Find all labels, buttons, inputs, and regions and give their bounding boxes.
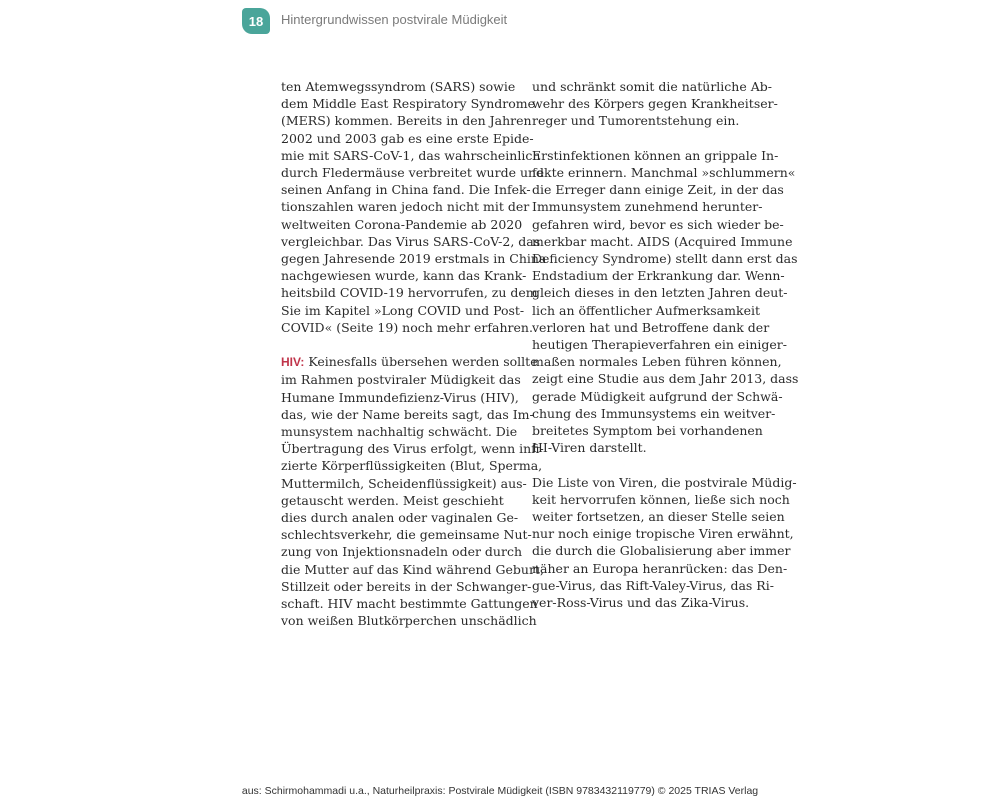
- text-line: dem Middle East Respiratory Syndrome: [281, 96, 536, 112]
- text-line: HI-Viren darstellt.: [532, 440, 647, 456]
- text-line: breitetes Symptom bei vorhandenen: [532, 423, 763, 439]
- text-line: das, wie der Name bereits sagt, das Im-: [281, 406, 534, 422]
- text-line: ten Atemwegssyndrom (SARS) sowie: [281, 79, 516, 94]
- text-line: gerade Müdigkeit aufgrund der Schwä-: [532, 388, 783, 404]
- text-line: keit hervorrufen können, ließe sich noch: [532, 491, 790, 507]
- text-line: reger und Tumorentstehung ein.: [532, 113, 740, 129]
- text-line: vergleichbar. Das Virus SARS-CoV-2, das: [281, 233, 541, 249]
- text-line: schaft. HIV macht bestimmte Gattungen: [281, 596, 538, 612]
- running-title: Hintergrundwissen postvirale Müdigkeit: [281, 12, 508, 27]
- text-line: nachgewiesen wurde, kann das Krank-: [281, 268, 527, 284]
- paragraph-immune-defense: [532, 78, 778, 130]
- source-citation: aus: Schirmohammadi u.a., Naturheilpraxis: Postvirale Müdigkeit (ISBN 9783432119779) © 2025 TRIAS Verlag: [241, 785, 759, 797]
- text-line: [281, 353, 538, 371]
- text-line: nur noch einige tropische Viren erwähnt,: [532, 526, 794, 542]
- text-line: Übertragung des Virus erfolgt, wenn infi-: [281, 441, 544, 457]
- text-line: zeigt eine Studie aus dem Jahr 2013, dass: [532, 371, 799, 387]
- text-line: gue-Virus, das Rift-Valey-Virus, das Ri-: [532, 577, 774, 593]
- text-line: fekte erinnern. Manchmal »schlummern«: [532, 165, 796, 180]
- text-line: lich an öffentlicher Aufmerksamkeit: [532, 302, 760, 318]
- text-line: ver-Ross-Virus und das Zika-Virus.: [532, 595, 750, 611]
- text-line: (MERS) kommen. Bereits in den Jahren: [281, 113, 532, 129]
- text-line: Immunsystem zunehmend herunter-: [532, 199, 763, 215]
- text-line: von weißen Blutkörperchen unschädlich: [281, 613, 537, 629]
- text-line: die Erreger dann einige Zeit, in der das: [532, 182, 784, 198]
- text-line: Deficiency Syndrome) stellt dann erst das: [532, 251, 798, 267]
- text-line: Erstinfektionen können an grippale In-: [532, 147, 779, 163]
- text-line: munsystem nachhaltig schwächt. Die: [281, 424, 518, 440]
- text-line: verloren hat und Betroffene dank der: [532, 319, 770, 335]
- text-line: heitsbild COVID-19 hervorrufen, zu dem: [281, 285, 538, 301]
- right-column: [532, 78, 799, 611]
- text-line: gefahren wird, bevor es sich wieder be-: [532, 216, 784, 232]
- text-line: wehr des Körpers gegen Krankheitser-: [532, 96, 778, 112]
- text-line: getauscht werden. Meist geschieht: [281, 492, 504, 508]
- text-line: heutigen Therapieverfahren ein einiger-: [532, 337, 787, 353]
- text-line: Sie im Kapitel »Long COVID und Post-: [281, 302, 525, 318]
- text-line: gleich dieses in den letzten Jahren deut-: [532, 285, 788, 301]
- text-line: und schränkt somit die natürliche Ab-: [532, 79, 772, 94]
- text-line: die durch die Globalisierung aber immer: [532, 543, 791, 559]
- text-line: weiter fortsetzen, an dieser Stelle seien: [532, 509, 785, 525]
- paragraph-sars: [281, 78, 547, 336]
- text-line: weltweiten Corona-Pandemie ab 2020: [281, 216, 523, 232]
- text-line: 2002 und 2003 gab es eine erste Epide-: [281, 130, 534, 146]
- text-line: näher an Europa heranrücken: das Den-: [532, 560, 788, 576]
- paragraph-hiv: [281, 353, 544, 629]
- text-line: Die Liste von Viren, die postvirale Müdig-: [532, 474, 797, 490]
- text-line: COVID« (Seite 19) noch mehr erfahren.: [281, 319, 533, 335]
- text-line: maßen normales Leben führen können,: [532, 354, 782, 370]
- text-line: merkbar macht. AIDS (Acquired Immune: [532, 233, 793, 249]
- text-line: gegen Jahresende 2019 erstmals in China: [281, 251, 547, 267]
- text-line: Muttermilch, Scheidenflüssigkeit) aus-: [281, 475, 527, 491]
- text-line: durch Fledermäuse verbreitet wurde und: [281, 165, 545, 181]
- text-line: Endstadium der Erkrankung dar. Wenn-: [532, 268, 785, 284]
- text-line: Stillzeit oder bereits in der Schwanger-: [281, 578, 532, 594]
- paragraph-virus-list: [532, 474, 797, 612]
- hiv-first-line: Keinesfalls übersehen werden sollte: [304, 354, 538, 370]
- text-line: tionszahlen waren jedoch nicht mit der: [281, 199, 530, 215]
- text-line: Humane Immundefizienz-Virus (HIV),: [281, 389, 519, 405]
- text-line: zung von Injektionsnadeln oder durch: [281, 544, 522, 560]
- paragraph-first-infection: [532, 147, 799, 457]
- text-line: dies durch analen oder vaginalen Ge-: [281, 510, 519, 526]
- text-line: schlechtsverkehr, die gemeinsame Nut-: [281, 527, 532, 543]
- page-number: 18: [248, 13, 264, 29]
- text-line: im Rahmen postviraler Müdigkeit das: [281, 372, 521, 388]
- text-line: seinen Anfang in China fand. Die Infek-: [281, 182, 531, 198]
- text-line: mie mit SARS-CoV-1, das wahrscheinlich: [281, 147, 541, 163]
- text-line: zierte Körperflüssigkeiten (Blut, Sperma,: [281, 458, 543, 474]
- hiv-label: HIV:: [281, 355, 305, 370]
- page-number-badge: [242, 8, 270, 34]
- text-line: chung des Immunsystems ein weitver-: [532, 405, 776, 421]
- left-column: [281, 78, 547, 629]
- text-line: die Mutter auf das Kind während Geburt,: [281, 561, 544, 577]
